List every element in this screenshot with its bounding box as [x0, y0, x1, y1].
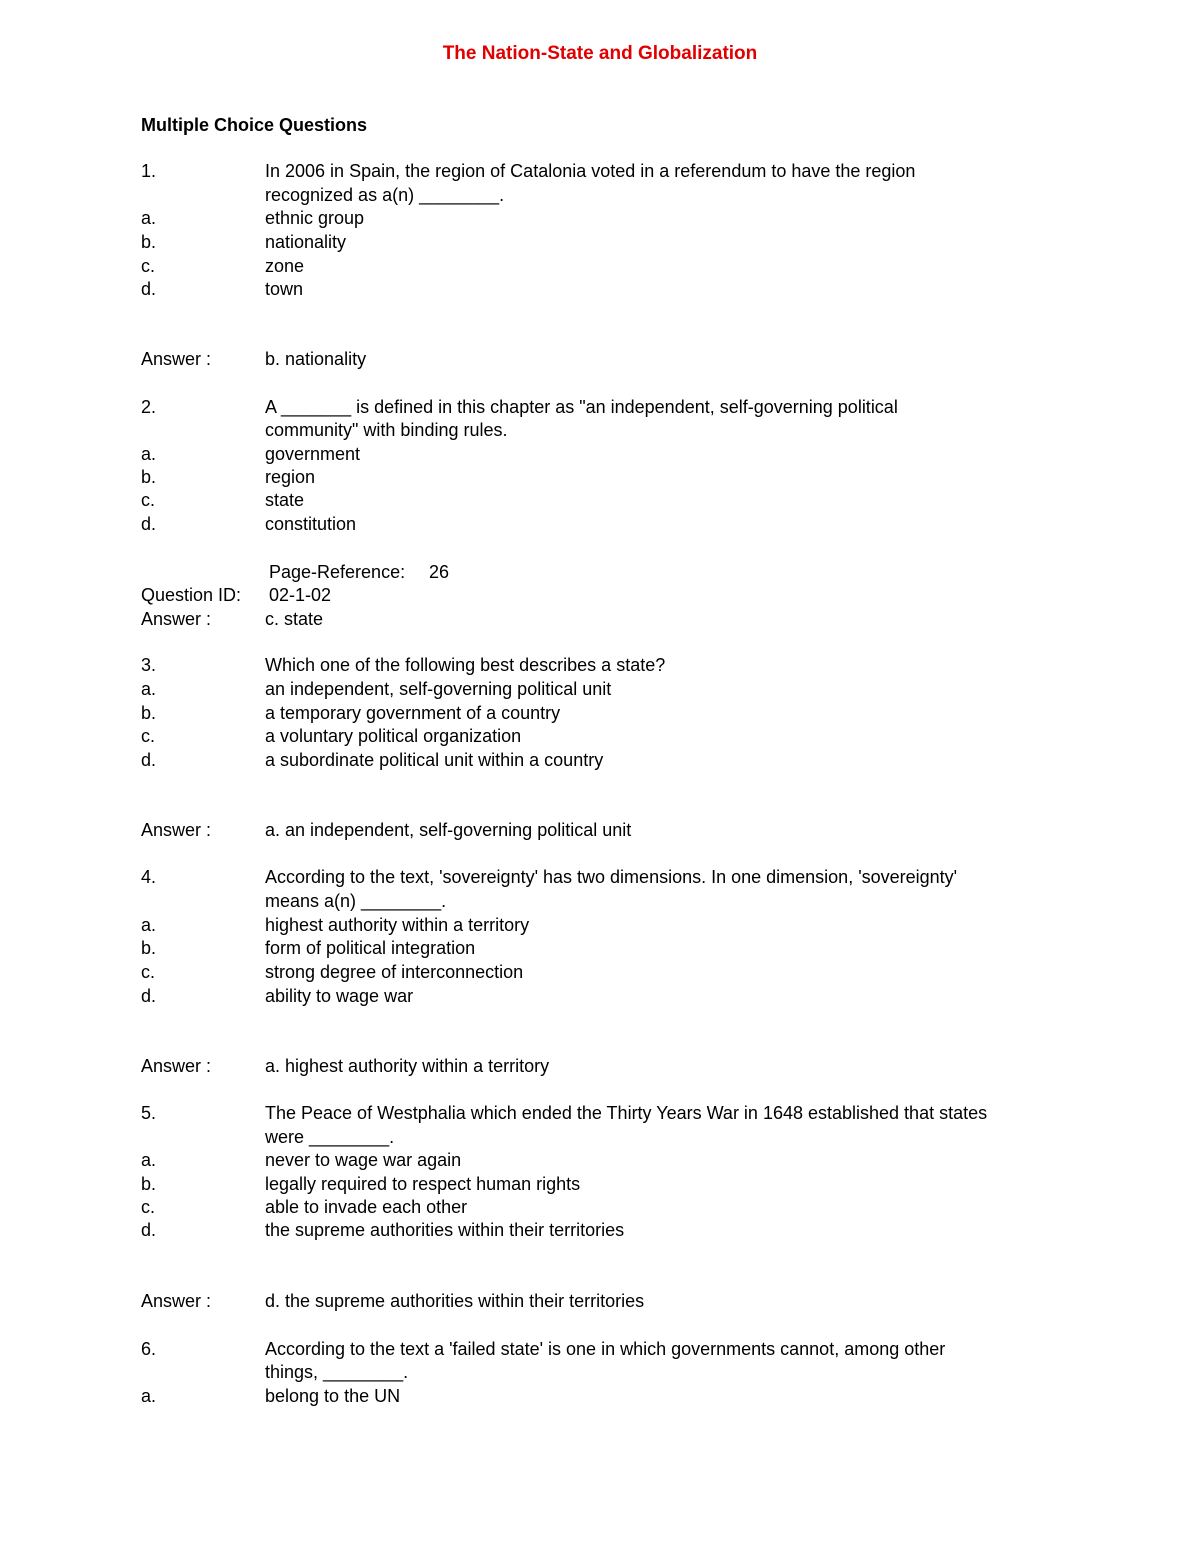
- answer-text: a. an independent, self-governing political unit: [265, 820, 632, 840]
- section-heading: Multiple Choice Questions: [141, 115, 368, 135]
- option-text: strong degree of interconnection: [265, 962, 524, 982]
- option-text: state: [265, 490, 305, 510]
- answer-text: a. highest authority within a territory: [265, 1056, 550, 1076]
- question-text: means a(n) ________.: [265, 891, 447, 911]
- option-letter: d.: [141, 514, 157, 534]
- option-letter: a.: [141, 1150, 157, 1170]
- question-text: According to the text a 'failed state' is one in which governments cannot, among other: [265, 1339, 946, 1359]
- question-number: 3.: [141, 655, 157, 675]
- option-letter: d.: [141, 986, 157, 1006]
- question-number: 1.: [141, 161, 157, 181]
- option-letter: b.: [141, 467, 157, 487]
- option-letter: c.: [141, 490, 156, 510]
- page-reference-value: 26: [429, 562, 450, 582]
- option-letter: d.: [141, 279, 157, 299]
- answer-text: c. state: [265, 609, 324, 629]
- question-number: 2.: [141, 397, 157, 417]
- option-letter: c.: [141, 962, 156, 982]
- question-text: In 2006 in Spain, the region of Catalonia voted in a referendum to have the region: [265, 161, 916, 181]
- question-id-value: 02-1-02: [269, 585, 332, 605]
- option-text: form of political integration: [265, 938, 476, 958]
- option-letter: a.: [141, 208, 157, 228]
- option-text: belong to the UN: [265, 1386, 401, 1406]
- option-letter: b.: [141, 703, 157, 723]
- answer-label: Answer :: [141, 349, 212, 369]
- option-letter: d.: [141, 1220, 157, 1240]
- option-text: a voluntary political organization: [265, 726, 522, 746]
- question-number: 4.: [141, 867, 157, 887]
- option-letter: a.: [141, 915, 157, 935]
- option-text: never to wage war again: [265, 1150, 462, 1170]
- option-text: the supreme authorities within their territories: [265, 1220, 625, 1240]
- answer-label: Answer :: [141, 1291, 212, 1311]
- option-letter: d.: [141, 750, 157, 770]
- question-text: According to the text, 'sovereignty' has two dimensions. In one dimension, 'sovereignty': [265, 867, 958, 887]
- option-letter: c.: [141, 726, 156, 746]
- option-text: ability to wage war: [265, 986, 414, 1006]
- question-text: A _______ is defined in this chapter as "an independent, self-governing political: [265, 397, 898, 417]
- option-letter: a.: [141, 444, 157, 464]
- option-text: legally required to respect human rights: [265, 1174, 581, 1194]
- question-number: 5.: [141, 1103, 157, 1123]
- option-letter: a.: [141, 679, 157, 699]
- question-text: recognized as a(n) ________.: [265, 185, 505, 205]
- option-text: constitution: [265, 514, 357, 534]
- option-text: nationality: [265, 232, 347, 252]
- option-letter: c.: [141, 1197, 156, 1217]
- option-text: an independent, self-governing political unit: [265, 679, 612, 699]
- question-text: The Peace of Westphalia which ended the Thirty Years War in 1648 established that states: [265, 1103, 988, 1123]
- option-text: town: [265, 279, 304, 299]
- option-letter: b.: [141, 232, 157, 252]
- question-text: Which one of the following best describes a state?: [265, 655, 666, 675]
- answer-label: Answer :: [141, 820, 212, 840]
- option-text: highest authority within a territory: [265, 915, 530, 935]
- option-text: zone: [265, 256, 305, 276]
- option-letter: b.: [141, 1174, 157, 1194]
- answer-label: Answer :: [141, 609, 212, 629]
- option-text: ethnic group: [265, 208, 365, 228]
- document-title: The Nation-State and Globalization: [442, 43, 758, 64]
- question-number: 6.: [141, 1339, 157, 1359]
- answer-text: b. nationality: [265, 349, 367, 369]
- option-text: region: [265, 467, 316, 487]
- option-letter: b.: [141, 938, 157, 958]
- option-text: a subordinate political unit within a country: [265, 750, 604, 770]
- question-text: community" with binding rules.: [265, 420, 508, 440]
- option-text: a temporary government of a country: [265, 703, 561, 723]
- option-letter: a.: [141, 1386, 157, 1406]
- page-reference-label: Page-Reference:: [269, 562, 406, 582]
- answer-text: d. the supreme authorities within their territories: [265, 1291, 645, 1311]
- option-text: able to invade each other: [265, 1197, 468, 1217]
- question-id-label: Question ID:: [141, 585, 242, 605]
- option-text: government: [265, 444, 361, 464]
- question-text: things, ________.: [265, 1362, 409, 1382]
- option-letter: c.: [141, 256, 156, 276]
- answer-label: Answer :: [141, 1056, 212, 1076]
- question-text: were ________.: [265, 1127, 395, 1147]
